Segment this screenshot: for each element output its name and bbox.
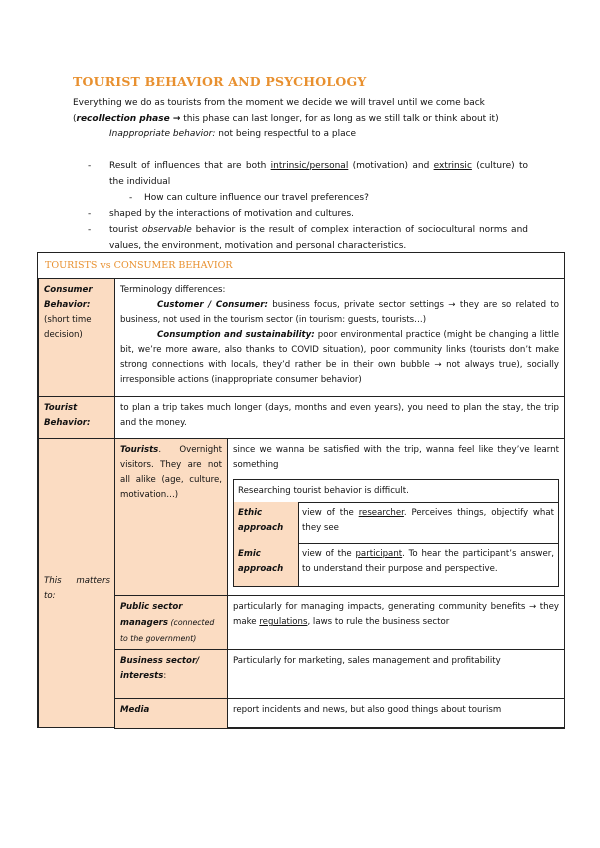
tourists-text-cell: since we wanna be satisfied with the trip, wanna feel like they’ve learnt something Researching tourist behavior is difficult. Ethic approach view of the researcher. Perceives things, objectify what they see Emic approach view of the participant. To hear the participant’s answer, to understand their purpose and perspective.: [227, 438, 565, 596]
document-title: TOURIST BEHAVIOR AND PSYCHOLOGY: [73, 74, 367, 89]
intro-line-1: Everything we do as tourists from the moment we decide we will travel until we come back: [73, 98, 485, 108]
recollection-phase-term: recollection phase →: [76, 113, 181, 124]
list-item: - shaped by the interactions of motivation and cultures.: [88, 209, 355, 219]
public-sector-text-cell: particularly for managing impacts, generating community benefits → they make regulations, laws to rule the business sector: [227, 595, 565, 650]
public-sector-label-cell: Public sector managers (connected to the government): [114, 595, 228, 650]
intro-line-2: (recollection phase → this phase can last longer, for as long as we still talk or think about it): [73, 113, 499, 124]
emic-approach-text: view of the participant. To hear the participant’s answer, to understand their purpose and perspective.: [302, 549, 555, 574]
media-label-cell: Media: [114, 698, 228, 729]
matters-label-cell: This matters to:: [38, 438, 115, 728]
business-sector-label-cell: Business sector/ interests:: [114, 649, 228, 699]
business-sector-text-cell: Particularly for marketing, sales management and profitability: [227, 649, 565, 699]
etic-approach-text: view of the researcher. Perceives things, objectify what they see: [298, 502, 558, 544]
media-text-cell: report incidents and news, but also good things about tourism: [227, 698, 565, 729]
comparison-table: [37, 252, 565, 728]
consumer-behavior-label-cell: Consumer Behavior: (short time decision): [38, 278, 115, 397]
consumer-behavior-text-cell: Terminology differences: Customer / Consumer: business focus, private sector settings → they are so related to business, not used in the tourism sector (in tourism: guests, tourists…) Consumption and sustainability: poor environmental practice (might be changing a little bit, we’re more aware, also thanks to COVID situation), poor community links (tourists don’t make strong connections with locals, they’d rather be in their own bubble → not always true), socially irresponsible actions (inappropriate consumer behavior): [114, 278, 565, 397]
emic-approach-label: Emic approach: [234, 543, 299, 586]
research-subtable: Researching tourist behavior is difficult. Ethic approach view of the researcher. Perceives things, objectify what they see Emic approach view of the participant. To hear the participant’s answer, to understand their purpose and perspective.: [233, 479, 559, 587]
tourist-behavior-label-cell: Tourist Behavior:: [38, 396, 115, 439]
tourists-label-cell: Tourists. Overnight visitors. They are not all alike (age, culture, motivation…): [114, 438, 228, 596]
etic-approach-label: Ethic approach: [234, 502, 299, 544]
inappropriate-behavior-line: Inappropriate behavior: not being respectful to a place: [109, 129, 357, 139]
inappropriate-behavior-label: Inappropriate behavior:: [109, 129, 216, 139]
list-subitem: - How can culture influence our travel preferences?: [129, 193, 369, 203]
intro-paragraph: [73, 96, 527, 127]
bullet-list: [88, 158, 528, 254]
list-item: - Result of influences that are both intrinsic/personal (motivation) and extrinsic (culture) to the individual: [88, 161, 528, 187]
list-item: - tourist observable behavior is the result of complex interaction of sociocultural norms and values, the environment, motivation and personal characteristics.: [88, 225, 528, 251]
table-header: TOURISTS vs CONSUMER BEHAVIOR: [38, 253, 564, 279]
tourist-behavior-text-cell: to plan a trip takes much longer (days, months and even years), you need to plan the stay, the trip and the money.: [114, 396, 565, 439]
